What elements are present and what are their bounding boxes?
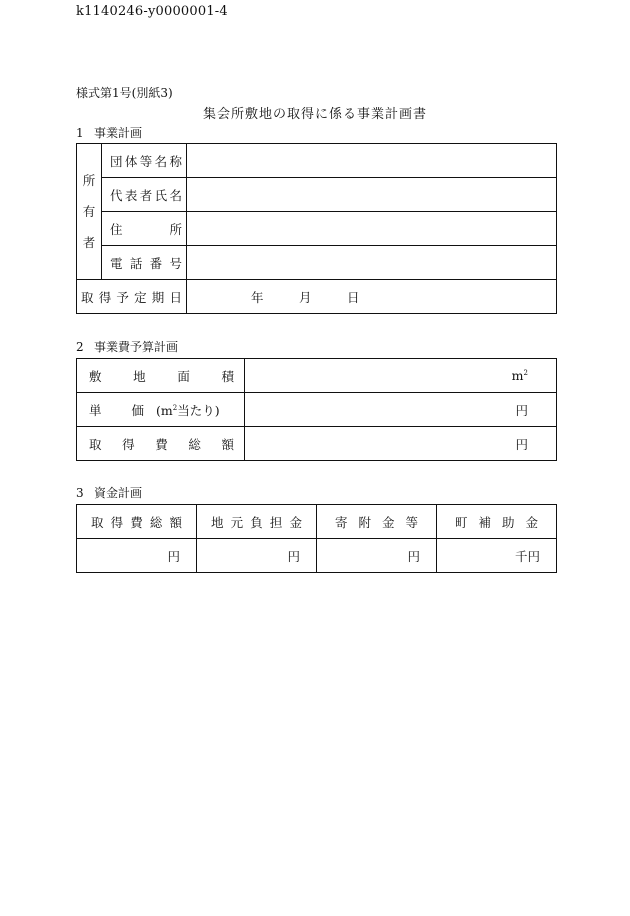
local-burden-amount-field[interactable]: 円 (197, 539, 317, 573)
section3-heading: 3 資金計画 (76, 486, 143, 500)
representative-name-field[interactable] (187, 178, 557, 212)
phone-number-field[interactable] (187, 246, 557, 280)
acquisition-date-field[interactable]: 年 月 日 (187, 280, 557, 314)
address-label: 住 所 (102, 212, 187, 246)
total-cost-label: 取 得 費 総 額 (77, 427, 245, 461)
address-field[interactable] (187, 212, 557, 246)
header-town-subsidy: 町 補 助 金 (437, 505, 557, 539)
town-subsidy-amount-field[interactable]: 千円 (437, 539, 557, 573)
donations-amount-field[interactable]: 円 (317, 539, 437, 573)
owner-label: 所 有 者 (77, 144, 102, 280)
section2-heading: 2 事業費予算計画 (76, 340, 179, 354)
unit-price-field[interactable]: 円 (245, 393, 557, 427)
document-title: 集会所敷地の取得に係る事業計画書 (202, 107, 427, 122)
group-name-field[interactable] (187, 144, 557, 178)
business-plan-table (76, 143, 557, 314)
header-local-burden: 地 元 負 担 金 (197, 505, 317, 539)
budget-plan-table (76, 358, 557, 461)
funding-plan-table (76, 504, 557, 573)
site-area-field[interactable]: $m^2$ (245, 359, 557, 393)
header-donations: 寄 附 金 等 (317, 505, 437, 539)
site-area-label: 敷 地 面 積 (77, 359, 245, 393)
section1-heading: 1 事業計画 (76, 126, 143, 140)
total-cost-amount-field[interactable]: 円 (77, 539, 197, 573)
header-total-cost: 取 得 費 総 額 (77, 505, 197, 539)
total-cost-field[interactable]: 円 (245, 427, 557, 461)
representative-name-label: 代 表 者 氏 名 (102, 178, 187, 212)
form-number: 様式第1号(別紙3) (76, 86, 173, 100)
acquisition-date-label: 取 得 予 定 期 日 (77, 280, 187, 314)
group-name-label: 団 体 等 名 称 (102, 144, 187, 178)
phone-number-label: 電 話 番 号 (102, 246, 187, 280)
document-id: k1140246-y0000001-4 (76, 4, 228, 19)
unit-price-label: 単 価 ($m^2$当たり) (77, 393, 245, 427)
